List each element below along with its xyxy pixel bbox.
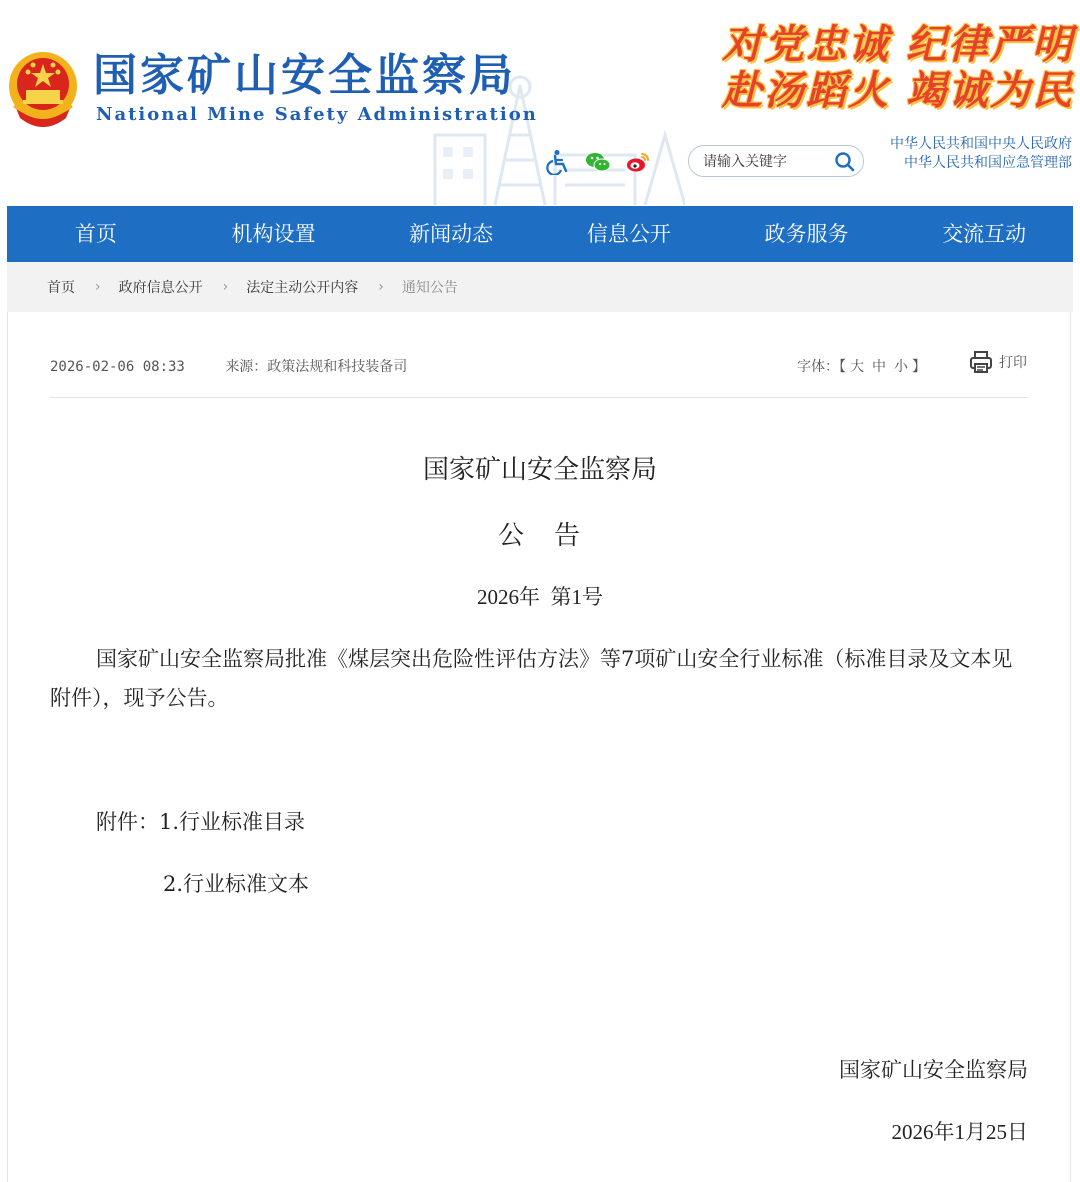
chevron-right-icon: ›	[95, 279, 101, 295]
site-title[interactable]: 国家矿山安全监察局	[93, 50, 516, 101]
document-body: 国家矿山安全监察局批准《煤层突出危险性评估方法》等7项矿山安全行业标准（标准目录及文本见附件），现予公告。	[50, 647, 1013, 710]
meta-divider	[50, 397, 1028, 398]
breadcrumb	[7, 262, 1073, 312]
breadcrumb-home[interactable]: 首页	[47, 280, 75, 296]
site-header	[0, 0, 1080, 205]
article-panel	[7, 312, 1071, 1182]
font-size-switcher	[797, 356, 926, 376]
nav-info-disclosure[interactable]: 信息公开	[586, 222, 671, 246]
document-title: 公 告	[497, 521, 582, 551]
nav-home[interactable]: 首页	[74, 222, 117, 246]
signature-organization: 国家矿山安全监察局	[839, 1058, 1028, 1082]
font-small-button[interactable]: 小	[894, 359, 908, 375]
font-medium-button[interactable]: 中	[872, 359, 886, 375]
gov-links	[890, 135, 1072, 173]
nav-news[interactable]: 新闻动态	[409, 222, 494, 246]
print-button[interactable]	[968, 349, 1027, 375]
nav-gov-services[interactable]: 政务服务	[764, 222, 849, 246]
printer-icon	[968, 349, 994, 375]
document-number: 2026年 第1号	[477, 585, 603, 609]
article-meta	[50, 356, 407, 376]
accessibility-icon[interactable]	[545, 149, 571, 175]
article-source: 来源：政策法规和科技装备司	[225, 359, 408, 375]
font-size-label: 字体：【	[797, 359, 846, 375]
search-input[interactable]	[701, 151, 835, 173]
national-emblem-icon	[6, 48, 80, 130]
header-icon-group	[545, 147, 651, 177]
wechat-icon[interactable]	[585, 149, 611, 175]
font-large-button[interactable]: 大	[850, 359, 864, 375]
chevron-right-icon: ›	[222, 279, 229, 295]
gov-link-emergency[interactable]: 中华人民共和国应急管理部	[904, 155, 1072, 171]
document-issuer: 国家矿山安全监察局	[422, 455, 657, 485]
gov-link-central[interactable]: 中华人民共和国中央人民政府	[890, 136, 1072, 152]
main-nav	[7, 206, 1073, 262]
signature-date: 2026年1月25日	[891, 1120, 1028, 1144]
chevron-right-icon: ›	[378, 279, 384, 295]
breadcrumb-statutory[interactable]: 法定主动公开内容	[246, 280, 359, 296]
weibo-icon[interactable]	[625, 149, 651, 175]
breadcrumb-notices: 通知公告	[401, 280, 458, 296]
breadcrumb-gov-info[interactable]: 政府信息公开	[118, 280, 203, 296]
attachment-2-link[interactable]: 2.行业标准文本	[163, 872, 310, 896]
nav-organization[interactable]: 机构设置	[231, 222, 316, 246]
slogan-line-1: 对党忠诚 纪律严明	[722, 21, 1074, 68]
attachment-1-link[interactable]: 附件：1.行业标准目录	[96, 810, 306, 834]
slogan-line-2: 赴汤蹈火 竭诚为民	[722, 67, 1074, 114]
search-box	[688, 145, 864, 177]
font-size-bracket: 】	[912, 359, 926, 375]
publish-date: 2026-02-06 08:33	[50, 359, 185, 375]
nav-interaction[interactable]: 交流互动	[942, 222, 1027, 246]
site-subtitle: National Mine Safety Administration	[96, 104, 538, 125]
search-icon[interactable]	[833, 150, 857, 174]
print-label: 打印	[999, 355, 1027, 371]
